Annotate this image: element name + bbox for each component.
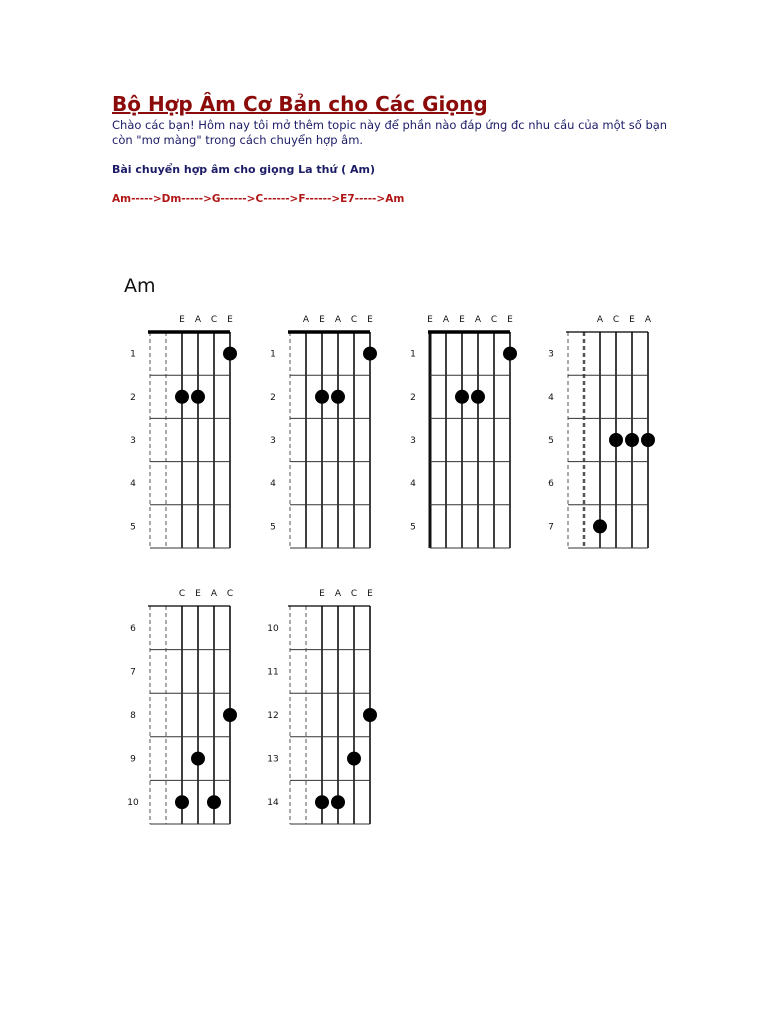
fret-number: 2 [130,392,136,403]
chord-diagram-3 [410,315,517,548]
fret-number: 4 [270,479,276,490]
finger-dot [363,347,377,361]
finger-dot [503,347,517,361]
string-label: E [629,315,635,325]
string-label: A [302,315,310,325]
fret-number: 12 [267,711,279,721]
fret-number: 4 [130,479,136,490]
finger-dot [471,390,485,404]
string-label: C [612,315,620,325]
fret-number: 9 [130,754,136,765]
string-label: E [319,315,325,325]
fret-number: 13 [267,754,279,765]
string-label: C [226,589,234,599]
page-title: Bộ Hợp Âm Cơ Bản cho Các Giọng [112,92,488,116]
chord-name-label: Am [124,275,156,297]
intro-text: Chào các bạn! Hôm nay tôi mở thêm topic này để phần nào đáp ứng đc nhu cầu của một số bạn còn "mơ màng" trong cách chuyển hợp âm. [112,118,668,147]
fret-number: 7 [130,667,136,678]
finger-dot [625,433,639,447]
finger-dot [175,795,189,809]
string-label: A [442,315,450,325]
fret-number: 14 [267,798,279,809]
fret-number: 6 [548,479,554,490]
fret-number: 1 [410,349,416,360]
fret-number: 4 [548,392,554,403]
chord-diagram-1 [130,315,237,548]
fret-number: 1 [270,349,276,360]
progression-heading: Bài chuyển hợp âm cho giọng La thứ ( Am) [112,163,376,176]
fret-number: 10 [127,798,139,809]
string-label: A [474,315,482,325]
finger-dot [175,390,189,404]
fret-number: 8 [130,711,136,721]
fret-number: 3 [270,436,276,446]
string-label: E [319,589,325,599]
string-label: A [334,589,342,599]
string-label: A [596,315,604,325]
fret-number: 7 [548,522,554,533]
fret-number: 3 [130,436,136,446]
string-label: A [644,315,652,325]
string-label: E [367,315,373,325]
string-label: E [459,315,465,325]
chord-progression: Am----->Dm----->G------>C------>F------>E7----->Am [112,193,405,205]
fret-number: 1 [130,349,136,360]
string-label: E [427,315,433,325]
fret-number: 2 [270,392,276,403]
finger-dot [191,752,205,766]
string-label: C [350,589,358,599]
string-label: C [350,315,358,325]
finger-dot [641,433,655,447]
string-label: A [210,589,218,599]
finger-dot [593,519,607,533]
string-label: C [178,589,186,599]
fret-number: 10 [267,623,279,634]
finger-dot [191,390,205,404]
fret-number: 2 [410,392,416,403]
finger-dot [315,390,329,404]
finger-dot [363,708,377,722]
finger-dot [609,433,623,447]
string-label: E [507,315,513,325]
fret-number: 4 [410,479,416,490]
string-label: E [227,315,233,325]
fret-number: 3 [548,349,554,360]
fret-number: 11 [267,667,279,678]
chord-diagram-5 [127,589,237,824]
string-label: E [195,589,201,599]
fret-number: 5 [548,436,554,446]
fret-number: 5 [270,522,276,533]
finger-dot [455,390,469,404]
chord-diagram-2 [270,315,377,548]
chord-diagram-6 [267,589,377,824]
string-label: E [367,589,373,599]
string-label: C [490,315,498,325]
fret-number: 5 [410,522,416,533]
string-label: E [179,315,185,325]
string-label: C [210,315,218,325]
string-label: A [194,315,202,325]
fret-number: 3 [410,436,416,446]
finger-dot [347,752,361,766]
finger-dot [207,795,221,809]
finger-dot [331,795,345,809]
finger-dot [331,390,345,404]
finger-dot [223,708,237,722]
fret-number: 6 [130,623,136,634]
finger-dot [315,795,329,809]
chord-diagram-4 [548,315,655,548]
fret-number: 5 [130,522,136,533]
string-label: A [334,315,342,325]
finger-dot [223,347,237,361]
